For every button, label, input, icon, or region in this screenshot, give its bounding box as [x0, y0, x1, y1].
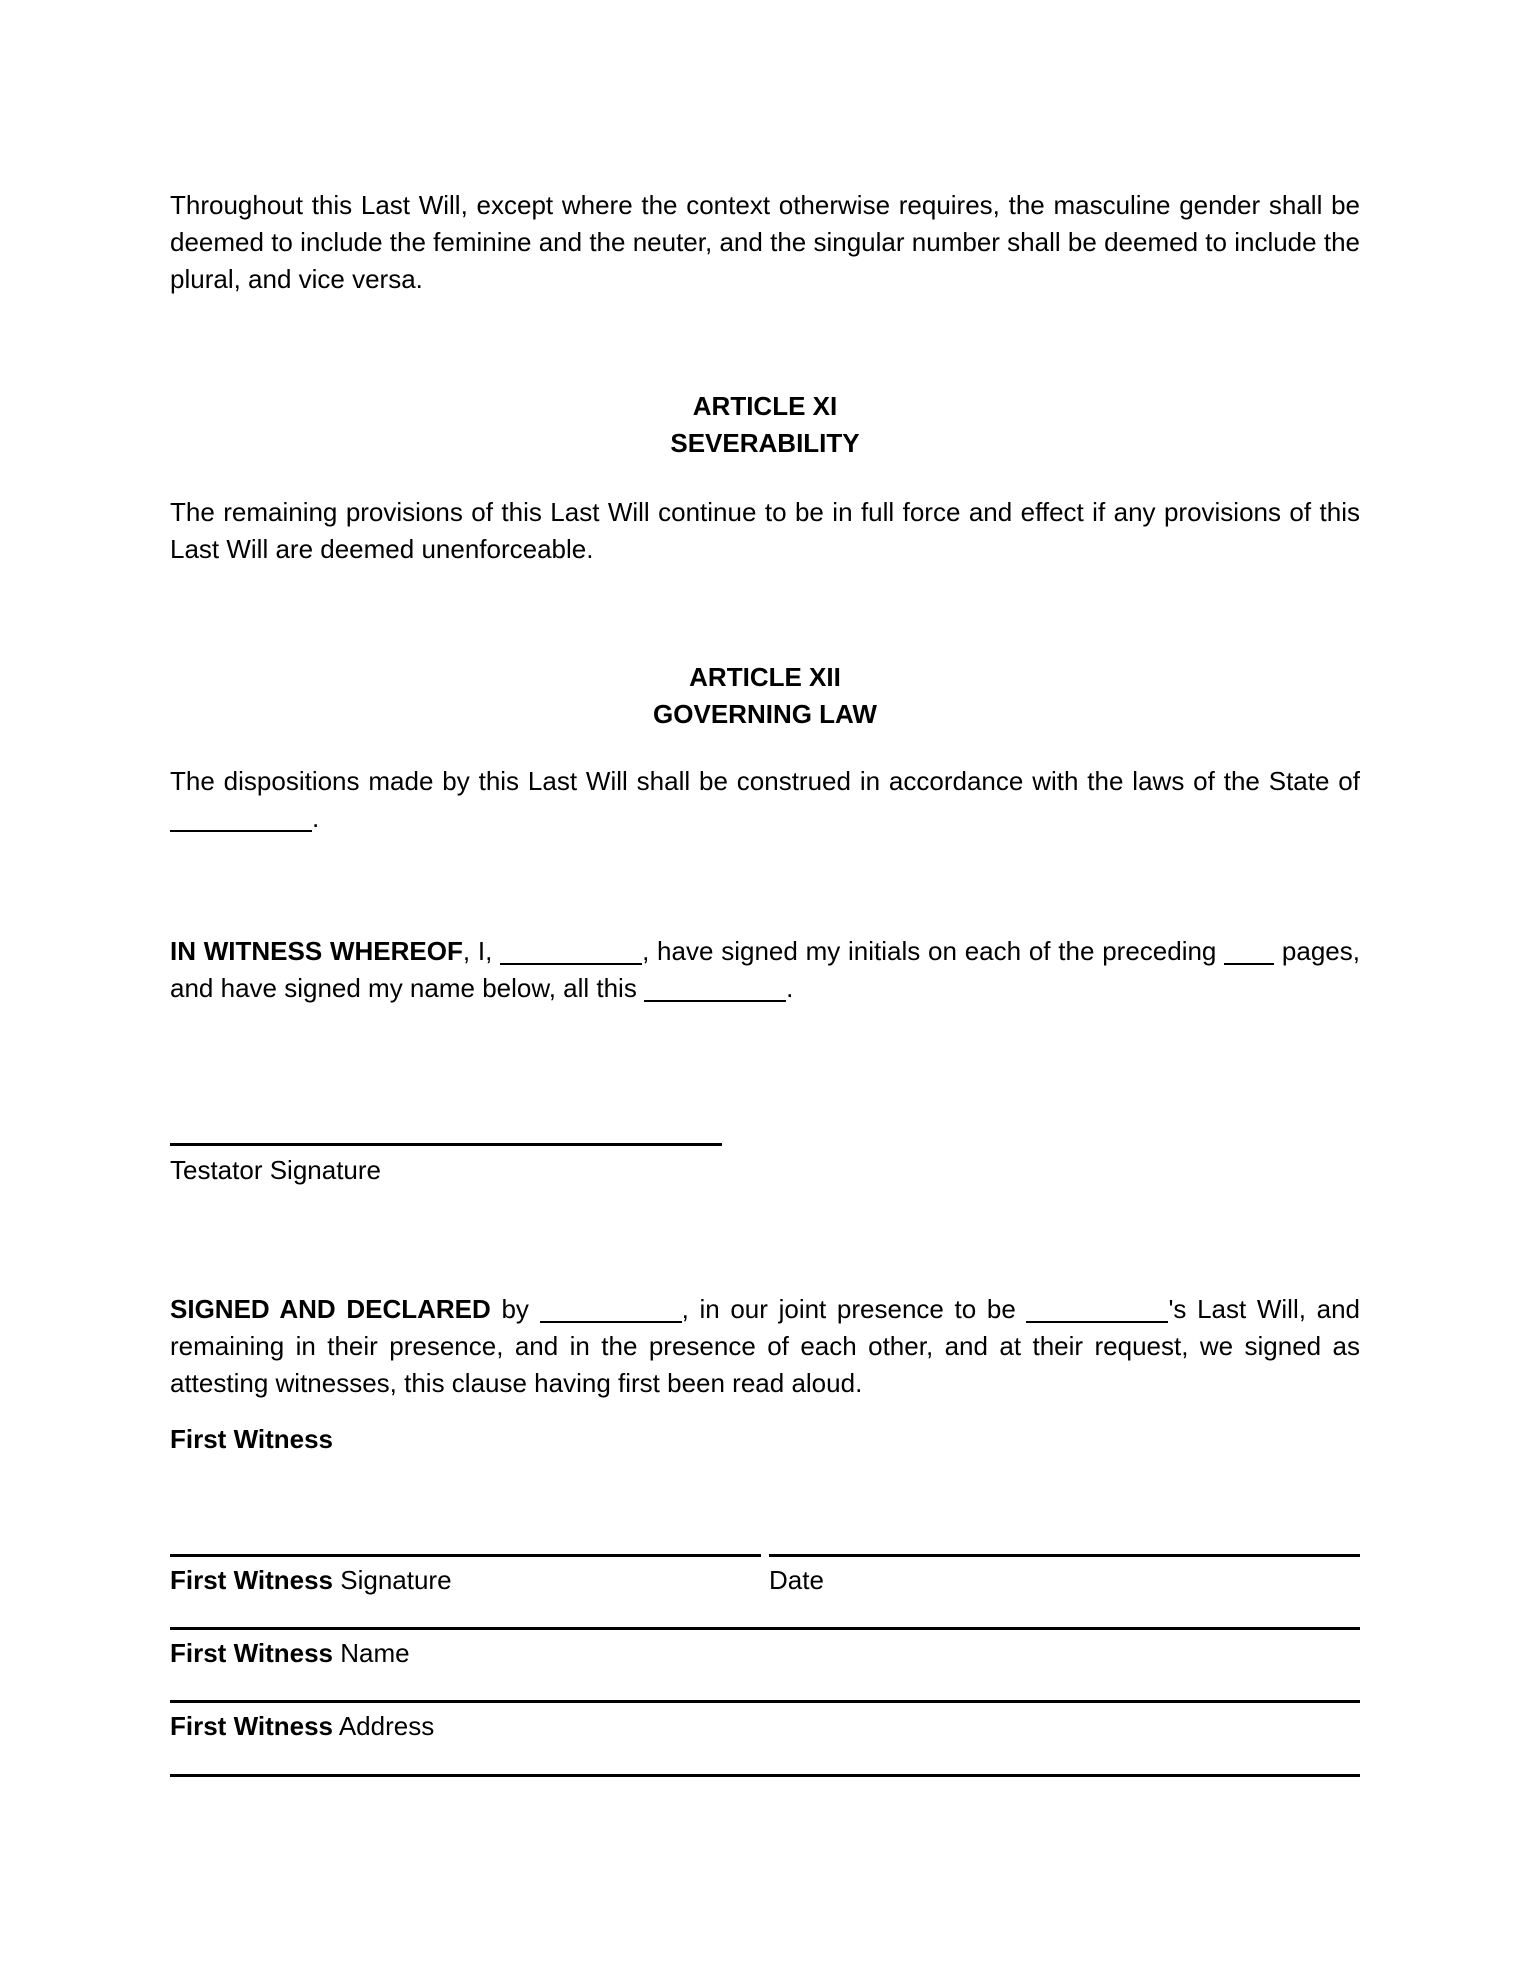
governing-law-period: . [312, 803, 320, 833]
witness-whereof-seg1: , I, [462, 936, 501, 966]
governing-law-text: The dispositions made by this Last Will shall be construed in accordance with the laws of the State of [170, 766, 1360, 796]
signed-declared-lead: SIGNED AND DECLARED [170, 1294, 491, 1324]
testator-possessive-blank [1026, 1303, 1168, 1323]
signed-declared-seg1: by [490, 1294, 540, 1324]
signed-declared-paragraph [170, 1291, 1360, 1402]
witness-signature-field [170, 1554, 761, 1599]
article-xii-title: GOVERNING LAW [653, 699, 877, 729]
first-witness-address-label [170, 1708, 1360, 1745]
witness-whereof-period: . [786, 973, 794, 1003]
first-witness-name-line [170, 1627, 1360, 1630]
witness-whereof-paragraph [170, 933, 1360, 1007]
witness-whereof-lead: IN WITNESS WHEREOF [170, 936, 463, 966]
article-xi-heading [170, 388, 1360, 462]
witness-address-field [170, 1700, 1360, 1745]
signed-declared-comma: , [681, 1294, 689, 1324]
first-witness-name-label [170, 1635, 1360, 1672]
testator-signature-line [170, 1143, 722, 1146]
witness-whereof-comma: , [642, 936, 650, 966]
first-witness-signature-line [170, 1554, 761, 1557]
testator-signature-label: Testator Signature [170, 1155, 382, 1185]
first-witness-name-label-rest: Name [333, 1638, 410, 1668]
article-xi-title: SEVERABILITY [670, 428, 860, 458]
first-witness-address-label-bold: First Witness [170, 1711, 334, 1741]
article-xii-heading [170, 659, 1360, 733]
witness-signature-date-row [170, 1554, 1360, 1599]
first-witness-signature-label-rest: Signature [333, 1565, 452, 1595]
date-line [769, 1554, 1360, 1557]
date-label: Date [769, 1565, 824, 1595]
preamble-paragraph: Throughout this Last Will, except where the context otherwise requires, the masculine gender shall be deemed to include the feminine and the neuter, and the singular number shall be deemed to include the plural, and vice versa. [170, 190, 1360, 294]
article-xii-number: ARTICLE XII [689, 662, 841, 692]
witness-date-field [769, 1554, 1360, 1599]
witness-name-field [170, 1627, 1360, 1672]
first-witness-address-label-rest: Address [333, 1711, 435, 1741]
article-xi-number: ARTICLE XI [692, 391, 838, 421]
signed-declared-seg2: in our joint presence to be [688, 1294, 1027, 1324]
first-witness-signature-label-bold: First Witness [170, 1565, 334, 1595]
signing-date-blank [644, 982, 786, 1002]
testator-name-blank [500, 945, 642, 965]
article-xii-body [170, 763, 1360, 837]
signed-declared-seg3: Last Will, and remaining in their presence, and in the presence of each other, and at their request, we signed as attesting witnesses, this clause having first been read aloud. [170, 1294, 1360, 1398]
declarant-name-blank [540, 1303, 682, 1323]
article-xi-body: The remaining provisions of this Last Will continue to be in full force and effect if any provisions of this Last Will are deemed unenforceable. [170, 497, 1360, 564]
witness-whereof-seg3: pages, and have signed my name below, all this [170, 936, 1360, 1003]
first-witness-heading: First Witness [170, 1424, 334, 1454]
witness-address-bottom-line [170, 1774, 1360, 1777]
witness-whereof-seg2: have signed my initials on each of the preceding [649, 936, 1225, 966]
signed-declared-possessive: 's [1168, 1294, 1187, 1324]
pages-count-blank [1224, 945, 1274, 965]
first-witness-name-label-bold: First Witness [170, 1638, 334, 1668]
first-witness-address-line [170, 1700, 1360, 1703]
first-witness-signature-label [170, 1562, 761, 1599]
state-name-blank [170, 812, 312, 832]
